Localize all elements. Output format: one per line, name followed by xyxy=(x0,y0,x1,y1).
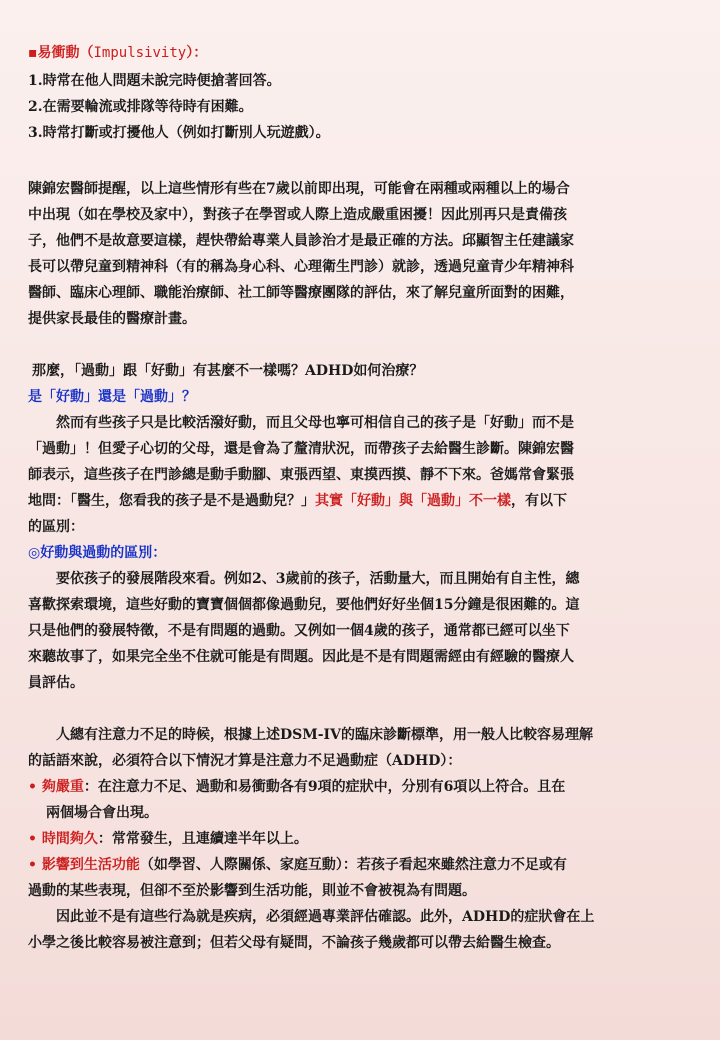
para-text: 地問：「醫生，您看我的孩子是不是過動兒？」 xyxy=(28,493,315,509)
criteria-text: （如學習、人際關係、家庭互動）：若孩子看起來雖然注意力不足或有 xyxy=(139,857,567,873)
para-line: 喜歡探索環境，這些好動的寶寶個個都像過動兒，要他們好好坐個15分鐘是很困難的。這 xyxy=(28,597,580,613)
impulsivity-title-prefix: ▪易衝動（ xyxy=(28,45,94,61)
criteria-continuation: 過動的某些表現，但卻不至於影響到生活功能，則並不會被視為有問題。 xyxy=(28,883,476,899)
impulsivity-item: 3.時常打斷或打擾他人（例如打斷別人玩遊戲）。 xyxy=(28,125,330,141)
heading-differences: ◎好動與過動的區別： xyxy=(28,545,167,561)
para-line: 因此並不是有這些行為就是疾病，必須經過專業評估確認。此外，ADHD的症狀會在上 xyxy=(56,909,595,925)
paragraph-criteria xyxy=(28,722,700,774)
bullet-icon: • xyxy=(28,857,37,873)
para-line: 小學之後比較容易被注意到；但若父母有疑問，不論孩子幾歲都可以帶去給醫生檢查。 xyxy=(28,935,560,951)
criteria-item-severity xyxy=(28,774,700,800)
para-line: 人總有注意力不足的時候，根據上述DSM-IV的臨床診斷標準，用一般人比較容易理解 xyxy=(56,727,593,743)
para-line: 提供家長最佳的醫療計畫。 xyxy=(28,311,196,327)
para-text: ，有以下 xyxy=(511,493,567,509)
para-line: 的區別： xyxy=(28,519,84,535)
para-line: 來聽故事了，如果完全坐不住就可能是有問題。因此是不是有問題需經由有經驗的醫療人 xyxy=(28,649,574,665)
impulsivity-item: 2.在需要輪流或排隊等待時有困難。 xyxy=(28,99,253,115)
criteria-continuation: 兩個場合會出現。 xyxy=(46,805,158,821)
criteria-text: ：常常發生，且連續達半年以上。 xyxy=(97,831,308,847)
criteria-label: 時間夠久 xyxy=(41,831,98,847)
para-line: 陳錦宏醫師提醒，以上這些情形有些在7歲以前即出現，可能會在兩種或兩種以上的場合 xyxy=(28,181,570,197)
heading-hyperactive-vs-active: 是「好動」還是「過動」？ xyxy=(28,389,196,405)
para-line xyxy=(28,488,700,514)
criteria-label: 夠嚴重 xyxy=(41,779,84,795)
highlight-text: 其實「好動」與「過動」不一樣 xyxy=(315,493,511,509)
criteria-label: 影響到生活功能 xyxy=(41,857,140,873)
criteria-item-duration xyxy=(28,826,700,852)
para-line: 要依孩子的發展階段來看。例如2、3歲前的孩子，活動量大，而且開始有自主性，總 xyxy=(56,571,580,587)
impulsivity-title xyxy=(28,42,700,64)
impulsivity-title-en: Impulsivity xyxy=(93,45,187,61)
paragraph-development-stage xyxy=(28,566,700,696)
paragraph-active-vs-hyper xyxy=(28,410,700,540)
criteria-item-function xyxy=(28,852,700,878)
paragraph-conclusion xyxy=(28,904,700,956)
impulsivity-title-suffix: ）： xyxy=(186,45,208,61)
para-line: 子，他們不是故意要這樣，趕快帶給專業人員診治才是最正確的方法。邱顯智主任建議家 xyxy=(28,233,574,249)
para-line: 的話語來說，必須符合以下情況才算是注意力不足過動症（ADHD）： xyxy=(28,753,462,769)
impulsivity-item: 1.時常在他人問題未說完時便搶著回答。 xyxy=(28,73,281,89)
bullet-icon: • xyxy=(28,831,37,847)
para-line: 「過動」！但愛子心切的父母，還是會為了釐清狀況，而帶孩子去給醫生診斷。陳錦宏醫 xyxy=(28,441,574,457)
criteria-list xyxy=(28,774,700,904)
para-line: 只是他們的發展特徵，不是有問題的過動。又例如一個4歲的孩子，通常都已經可以坐下 xyxy=(28,623,570,639)
criteria-text: ：在注意力不足、過動和易衝動各有9項的症狀中，分別有6項以上符合。且在 xyxy=(83,779,566,795)
para-line: 員評估。 xyxy=(28,675,84,691)
article xyxy=(28,42,700,956)
para-line: 師表示，這些孩子在門診總是動手動腳、東張西望、東摸西摸、靜不下來。爸媽常會緊張 xyxy=(28,467,574,483)
para-line: 長可以帶兒童到精神科（有的稱為身心科、心理衛生門診）就診，透過兒童青少年精神科 xyxy=(28,259,574,275)
para-line: 然而有些孩子只是比較活潑好動，而且父母也寧可相信自己的孩子是「好動」而不是 xyxy=(56,415,574,431)
para-line: 醫師、臨床心理師、職能治療師、社工師等醫療團隊的評估，來了解兒童所面對的困難， xyxy=(28,285,574,301)
question-line: 那麼，「過動」跟「好動」有甚麼不一樣嗎？ADHD如何治療？ xyxy=(32,363,424,379)
para-line: 中出現（如在學校及家中），對孩子在學習或人際上造成嚴重困擾！因此別再只是責備孩 xyxy=(28,207,567,223)
paragraph-doctor-advice xyxy=(28,176,700,332)
bullet-icon: • xyxy=(28,779,37,795)
